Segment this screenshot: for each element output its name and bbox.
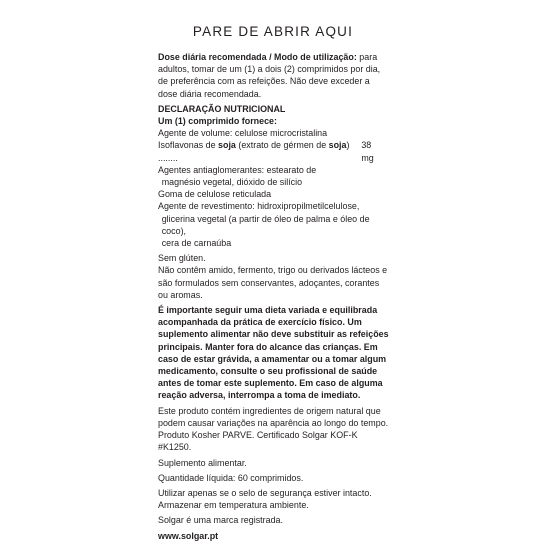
agent-volume: Agente de volume: celulose microcristalina bbox=[158, 128, 328, 140]
page-title: PARE DE ABRIR AQUI bbox=[192, 24, 354, 39]
trademark-text: Solgar é uma marca registrada. bbox=[158, 515, 283, 527]
coating-line-2: glicerina vegetal (a partir de óleo de palma e óleo de coco), bbox=[161, 213, 370, 237]
storage-text: Armazenar em temperatura ambiente. bbox=[158, 500, 309, 512]
label-text-column bbox=[158, 52, 391, 543]
antiagglomerant-line-1: Agentes antiaglomerantes: estearato de bbox=[158, 164, 317, 176]
dose-label: Dose diária recomendada / Modo de utilização: bbox=[158, 52, 357, 63]
supplement-text: Suplemento alimentar. bbox=[158, 457, 247, 469]
cellulose-gum: Goma de celulose reticulada bbox=[158, 189, 272, 201]
isoflavones-label: Isoflavonas de soja (extrato de gérmen de soja) ........ bbox=[158, 140, 350, 164]
kosher-text: Produto Kosher PARVE. Certificado Solgar KOF-K #K1250. bbox=[158, 430, 358, 454]
gluten-free: Sem glúten. bbox=[158, 253, 206, 265]
seal-text: Utilizar apenas se o selo de segurança estiver intacto. bbox=[158, 487, 372, 499]
natural-origin-text: Este produto contém ingredientes de origem natural que podem causar variações na aparência ao longo do tempo. bbox=[158, 405, 389, 429]
warning-text: É importante seguir uma dieta variada e equilibrada acompanhada da prática de exercício físico. Um suplemento alimentar não deve substituir as refeições principais. Manter fora do alcance das crianças. Em caso de estar grávida, a amamentar ou a tomar algum medicamento, consulte o seu profissional de saúde antes de tomar este suplemento. Em caso de alguma reação adversa, interrompa a toma de imediato. bbox=[158, 305, 389, 402]
dose-text: para adultos, tomar de um (1) a dois (2) comprimidos por dia, de preferência com as refeições. Não deve exceder a dose diária recomendada. bbox=[158, 52, 381, 100]
website-link[interactable]: www.solgar.pt bbox=[158, 530, 219, 542]
antiagglomerant-line-2: magnésio vegetal, dióxido de silício bbox=[161, 177, 303, 189]
nutrition-subtitle: Um (1) comprimido fornece: bbox=[158, 116, 277, 128]
coating-line-1: Agente de revestimento: hidroxipropilmetilcelulose, bbox=[158, 201, 360, 213]
free-from-text: Não contêm amido, fermento, trigo ou derivados lácteos e são formulados sem conservantes, adoçantes, corantes ou aromas. bbox=[158, 265, 388, 301]
coating-line-3: cera de carnaúba bbox=[161, 238, 232, 250]
isoflavones-value: 38 mg bbox=[361, 140, 374, 164]
dose-paragraph bbox=[158, 52, 391, 101]
quantity-text: Quantidade líquida: 60 comprimidos. bbox=[158, 472, 304, 484]
isoflavones-row bbox=[158, 140, 391, 164]
nutrition-title: DECLARAÇÃO NUTRICIONAL bbox=[158, 103, 286, 115]
